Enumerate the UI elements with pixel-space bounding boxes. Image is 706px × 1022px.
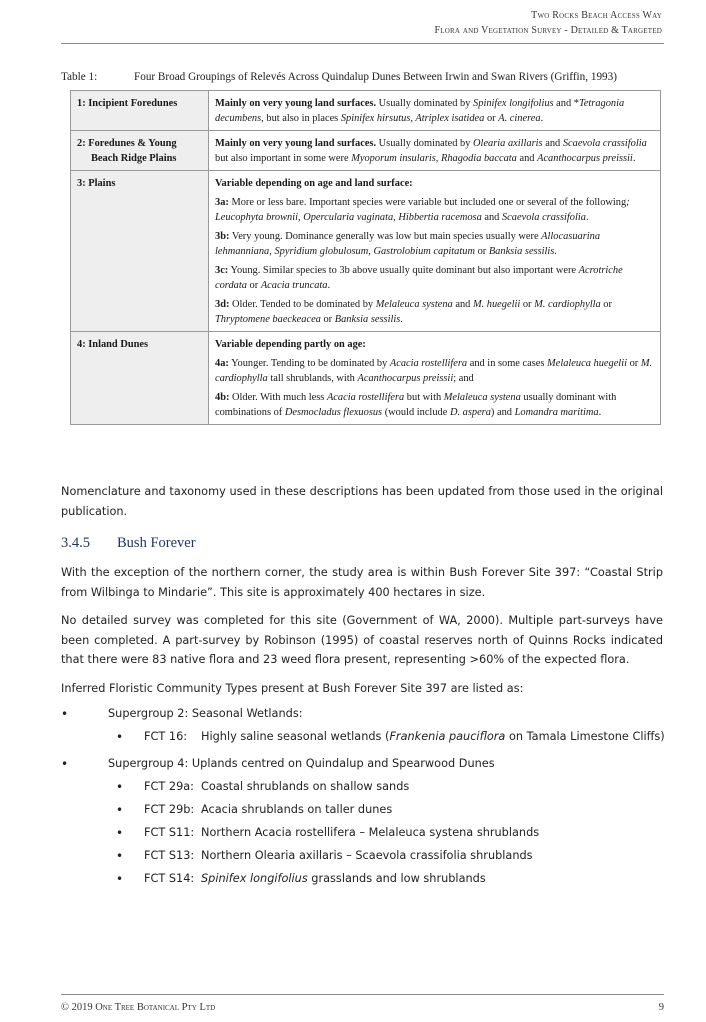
species-name: Desmocladus flexuosus bbox=[284, 407, 383, 418]
page-number: 9 bbox=[658, 1002, 664, 1013]
description-text: Younger. Tending to be dominated by bbox=[228, 358, 390, 369]
description-cell bbox=[209, 91, 661, 131]
fct-code: FCT 29a: bbox=[144, 780, 194, 793]
group-label: 2: Foredunes & Young Beach Ridge Plains bbox=[77, 138, 177, 164]
subgroup-4a bbox=[215, 356, 654, 386]
species-name: ; Leucophyta brownii, Opercularia vaginata, Hibbertia racemosa bbox=[215, 197, 630, 223]
description-lead: Mainly on very young land surfaces. bbox=[215, 138, 377, 149]
subgroup-label: 4a: bbox=[215, 358, 229, 369]
table-caption bbox=[61, 71, 666, 83]
description-text: . bbox=[585, 212, 589, 223]
list-item-text: Northern Olearia axillaris – Scaevola crassifolia shrublands bbox=[201, 849, 533, 862]
description-text: (would include bbox=[382, 407, 450, 418]
description-text: but with bbox=[404, 392, 444, 403]
paragraph: No detailed survey was completed for this site (Government of WA, 2000). Multiple part-surveys have been completed. A part-survey by Robinson (1995) of coastal reserves north of Quinns Rocks indicated that there were 83 native flora and 23 weed flora present, representing >60% of the expected flora. bbox=[61, 614, 663, 666]
species-name: M. huegelii bbox=[472, 299, 521, 310]
section-title: Bush Forever bbox=[117, 535, 196, 551]
nomenclature-note: Nomenclature and taxonomy used in these descriptions has been updated from those used in the original publication. bbox=[61, 485, 663, 518]
bullet-icon: • bbox=[116, 849, 124, 863]
species-name: Acanthocarpus preissii bbox=[537, 153, 633, 164]
subgroup-label: 3a: bbox=[215, 197, 229, 208]
species-name: M. cardiophylla bbox=[534, 299, 601, 310]
subgroup-label: 4b: bbox=[215, 392, 230, 403]
species-name: Olearia axillaris bbox=[473, 138, 543, 149]
list-item-text: Highly saline seasonal wetlands ( bbox=[201, 730, 390, 743]
group-label: 3: Plains bbox=[77, 178, 116, 189]
section-number: 3.4.5 bbox=[61, 535, 90, 551]
group-cell bbox=[71, 91, 209, 131]
header-divider bbox=[61, 43, 664, 44]
description-text: ) and bbox=[490, 407, 515, 418]
description-lead: Mainly on very young land surfaces. bbox=[215, 98, 377, 109]
group-cell bbox=[71, 131, 209, 171]
species-name: Scaevola crassifolia bbox=[562, 138, 647, 149]
bullet-icon: • bbox=[116, 826, 124, 840]
species-name: Acacia truncata bbox=[260, 280, 328, 291]
table-caption-label: Table 1: bbox=[61, 71, 98, 83]
description-cell bbox=[209, 131, 661, 171]
group-cell bbox=[71, 171, 209, 332]
running-header bbox=[435, 8, 662, 38]
group-label: 4: Inland Dunes bbox=[77, 339, 149, 350]
subgroup-4b bbox=[215, 390, 654, 420]
releve-groupings-table bbox=[70, 90, 661, 425]
description-text: and in some cases bbox=[467, 358, 548, 369]
description-text: or bbox=[626, 358, 641, 369]
bullet-icon: • bbox=[116, 730, 124, 744]
species-name: Myoporum insularis, Rhagodia baccata bbox=[351, 153, 517, 164]
subgroup-3a bbox=[215, 195, 654, 225]
header-project-title: Two Rocks Beach Access Way bbox=[531, 10, 662, 21]
description-text: , but also in places bbox=[261, 113, 341, 124]
bullet-icon: • bbox=[116, 872, 124, 886]
description-text: More or less bare. Important species were variable but included one or several of the following bbox=[228, 197, 627, 208]
species-name: Tetragonia decumbens bbox=[215, 98, 625, 124]
description-text: and bbox=[481, 212, 502, 223]
description-text: Older. Tended to be dominated by bbox=[229, 299, 376, 310]
description-text: and bbox=[516, 153, 538, 164]
fct-code: FCT S13: bbox=[144, 849, 195, 862]
group-label: 1: Incipient Foredunes bbox=[77, 98, 178, 109]
description-text: or bbox=[600, 299, 612, 310]
species-name: D. aspera bbox=[449, 407, 491, 418]
fct-code: FCT S11: bbox=[144, 826, 195, 839]
paragraph: With the exception of the northern corner, the study area is within Bush Forever Site 397: “Coastal Strip from Wilbinga to Mindarie”. This site is approximately 400 hectares in size. bbox=[61, 566, 663, 599]
description-text: Usually dominated by bbox=[376, 138, 474, 149]
description-text: usually dominant with combinations of bbox=[215, 392, 617, 418]
description-text: tall shrublands, with bbox=[267, 373, 358, 384]
description-text: . bbox=[598, 407, 602, 418]
section-heading bbox=[61, 535, 196, 552]
description-text: ; and bbox=[453, 373, 474, 384]
description-text: . bbox=[540, 113, 544, 124]
description-cell bbox=[209, 171, 661, 332]
description-text: Usually dominated by bbox=[376, 98, 474, 109]
description-text: . bbox=[400, 314, 403, 325]
subgroup-3c bbox=[215, 263, 654, 293]
description-text: Young. Similar species to 3b above usually quite dominant but also important were bbox=[228, 265, 579, 276]
description-lead: Variable depending partly on age: bbox=[215, 339, 366, 350]
description-text: . bbox=[632, 153, 636, 164]
paragraph: Inferred Floristic Community Types present at Bush Forever Site 397 are listed as: bbox=[61, 682, 524, 695]
species-name: Spinifex longifolius bbox=[201, 872, 308, 885]
species-name: M. cardiophylla bbox=[215, 358, 653, 384]
bullet-icon: • bbox=[116, 780, 124, 794]
species-name: Spinifex longifolius bbox=[473, 98, 554, 109]
subgroup-3d bbox=[215, 297, 654, 327]
list-item-text: Northern Acacia rostellifera – Melaleuca systena shrublands bbox=[201, 826, 540, 839]
table-row bbox=[71, 91, 661, 131]
group-cell bbox=[71, 332, 209, 425]
species-name: Lomandra maritima bbox=[514, 407, 599, 418]
species-name: Melaleuca systena bbox=[375, 299, 453, 310]
species-name: Thryptomene baeckeacea bbox=[215, 314, 321, 325]
subgroup-label: 3c: bbox=[215, 265, 229, 276]
list-item-text: Supergroup 4: Uplands centred on Quindalup and Spearwood Dunes bbox=[108, 757, 495, 770]
fct-code: FCT 16: bbox=[144, 730, 188, 743]
bullet-icon: • bbox=[61, 707, 69, 721]
description-text: Older. With much less bbox=[229, 392, 327, 403]
list-item-text: Coastal shrublands on shallow sands bbox=[201, 780, 410, 793]
list-item-text: on Tamala Limestone Cliffs) bbox=[505, 730, 665, 743]
subgroup-label: 3b: bbox=[215, 231, 230, 242]
species-name: A. cinerea bbox=[498, 113, 541, 124]
species-name: Allocasuarina lehmanniana, Spyridium globulosum, Gastrolobium capitatum bbox=[215, 231, 601, 257]
species-name: Scaevola crassifolia bbox=[501, 212, 586, 223]
page-footer bbox=[61, 1002, 664, 1013]
description-text: but also important in some were bbox=[215, 153, 352, 164]
table-row bbox=[71, 171, 661, 332]
list-item-text: Supergroup 2: Seasonal Wetlands: bbox=[108, 707, 303, 720]
table-row bbox=[71, 332, 661, 425]
description-text: and * bbox=[553, 98, 579, 109]
description-text: Very young. Dominance generally was low but main species usually were bbox=[229, 231, 542, 242]
description-text: or bbox=[320, 314, 335, 325]
species-name: Acrotriche cordata bbox=[215, 265, 623, 291]
list-item-text: Acacia shrublands on taller dunes bbox=[201, 803, 393, 816]
species-name: Melaleuca systena bbox=[443, 392, 521, 403]
species-name: Spinifex hirsutus, Atriplex isatidea bbox=[340, 113, 485, 124]
description-lead: Variable depending on age and land surface: bbox=[215, 178, 413, 189]
bullet-icon: • bbox=[61, 757, 69, 771]
species-name: Acacia rostellifera bbox=[389, 358, 468, 369]
species-name: Acacia rostellifera bbox=[326, 392, 405, 403]
description-text: or bbox=[520, 299, 535, 310]
description-text: . bbox=[327, 280, 331, 291]
description-text: or bbox=[246, 280, 261, 291]
subgroup-label: 3d: bbox=[215, 299, 230, 310]
description-text: and bbox=[452, 299, 473, 310]
description-text: or bbox=[474, 246, 489, 257]
species-name: Banksia sessilis bbox=[334, 314, 401, 325]
species-name: Melaleuca huegelii bbox=[547, 358, 627, 369]
fct-code: FCT S14: bbox=[144, 872, 195, 885]
description-cell bbox=[209, 332, 661, 425]
species-name: Frankenia pauciflora bbox=[389, 730, 506, 743]
fct-code: FCT 29b: bbox=[144, 803, 195, 816]
description-text: or bbox=[484, 113, 499, 124]
list-item-text: grasslands and low shrublands bbox=[307, 872, 486, 885]
species-name: Acanthocarpus preissii bbox=[357, 373, 454, 384]
copyright-text: © 2019 One Tree Botanical Pty Ltd bbox=[61, 1002, 216, 1013]
table-caption-text: Four Broad Groupings of Relevés Across Quindalup Dunes Between Irwin and Swan Rivers (Griffin, 1993) bbox=[134, 71, 617, 83]
header-report-title: Flora and Vegetation Survey - Detailed & Targeted bbox=[434, 25, 662, 36]
description-text: and bbox=[542, 138, 563, 149]
species-name: Banksia sessilis. bbox=[488, 246, 557, 257]
table-row bbox=[71, 131, 661, 171]
subgroup-3b bbox=[215, 229, 654, 259]
bullet-icon: • bbox=[116, 803, 124, 817]
footer-divider bbox=[61, 994, 664, 995]
